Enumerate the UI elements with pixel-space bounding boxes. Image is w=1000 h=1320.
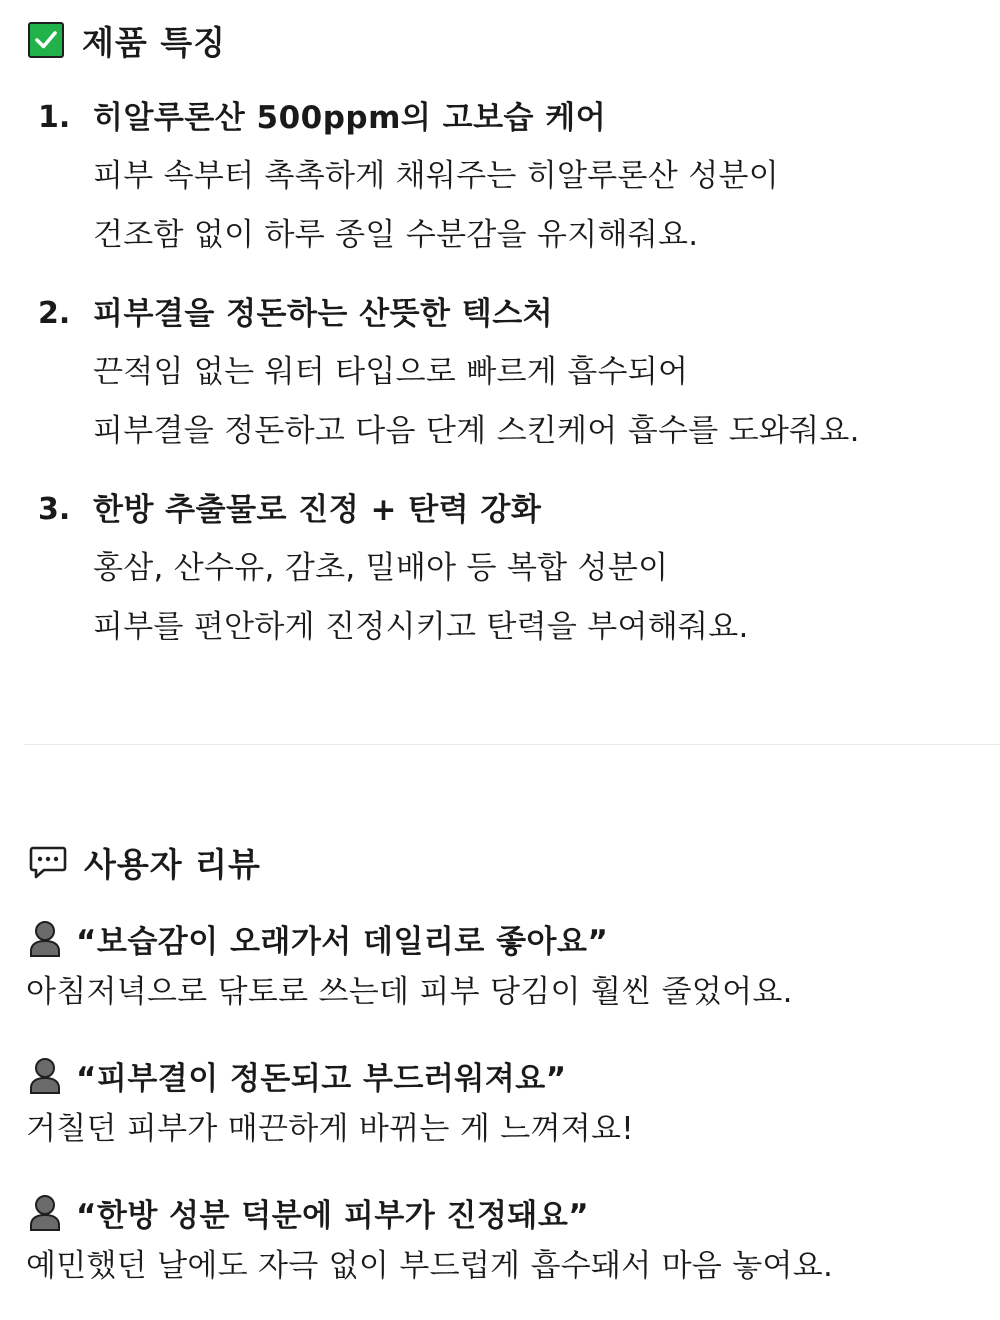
feature-title: 히알루론산 500ppm의 고보습 케어 [93,100,607,136]
review-body: 예민했던 날에도 자극 없이 부드럽게 흡수돼서 마음 놓여요. [26,1248,834,1284]
review-header [28,1053,567,1097]
review-body: 아침저녁으로 닦토로 쓰는데 피부 당김이 훨씬 줄었어요. [26,974,793,1010]
feature-number: 3. [38,492,71,527]
features-heading-text: 제품 특징 [82,22,227,62]
feature-description-line: 홍삼, 산수유, 감초, 밀배아 등 복합 성분이 [93,550,669,586]
speech-bubble-icon [28,842,68,882]
feature-title: 피부결을 정돈하는 산뜻한 텍스처 [93,296,554,332]
person-icon [28,1193,62,1231]
features-heading [28,18,226,62]
reviews-heading-text: 사용자 리뷰 [84,844,261,884]
feature-number: 2. [38,296,71,331]
review-title: “피부결이 정돈되고 부드러워져요” [76,1060,567,1097]
review-title: “보습감이 오래가서 데일리로 좋아요” [76,923,609,960]
review-header [28,1190,589,1234]
review-title: “한방 성분 덕분에 피부가 진정돼요” [76,1197,590,1234]
review-header [28,916,608,960]
person-icon [28,1056,62,1094]
feature-description-line: 피부 속부터 촉촉하게 채워주는 히알루론산 성분이 [93,158,779,194]
check-box-icon [28,22,64,58]
feature-description-line: 끈적임 없는 워터 타입으로 빠르게 흡수되어 [93,354,689,390]
section-divider [24,744,1000,745]
review-body: 거칠던 피부가 매끈하게 바뀌는 게 느껴져요! [26,1111,634,1147]
person-icon [28,919,62,957]
reviews-heading [28,840,261,884]
feature-title: 한방 추출물로 진정 + 탄력 강화 [93,492,542,528]
feature-description-line: 피부결을 정돈하고 다음 단계 스킨케어 흡수를 도와줘요. [93,413,860,449]
feature-description-line: 피부를 편안하게 진정시키고 탄력을 부여해줘요. [93,609,749,645]
feature-number: 1. [38,100,71,135]
feature-description-line: 건조함 없이 하루 종일 수분감을 유지해줘요. [93,217,699,253]
